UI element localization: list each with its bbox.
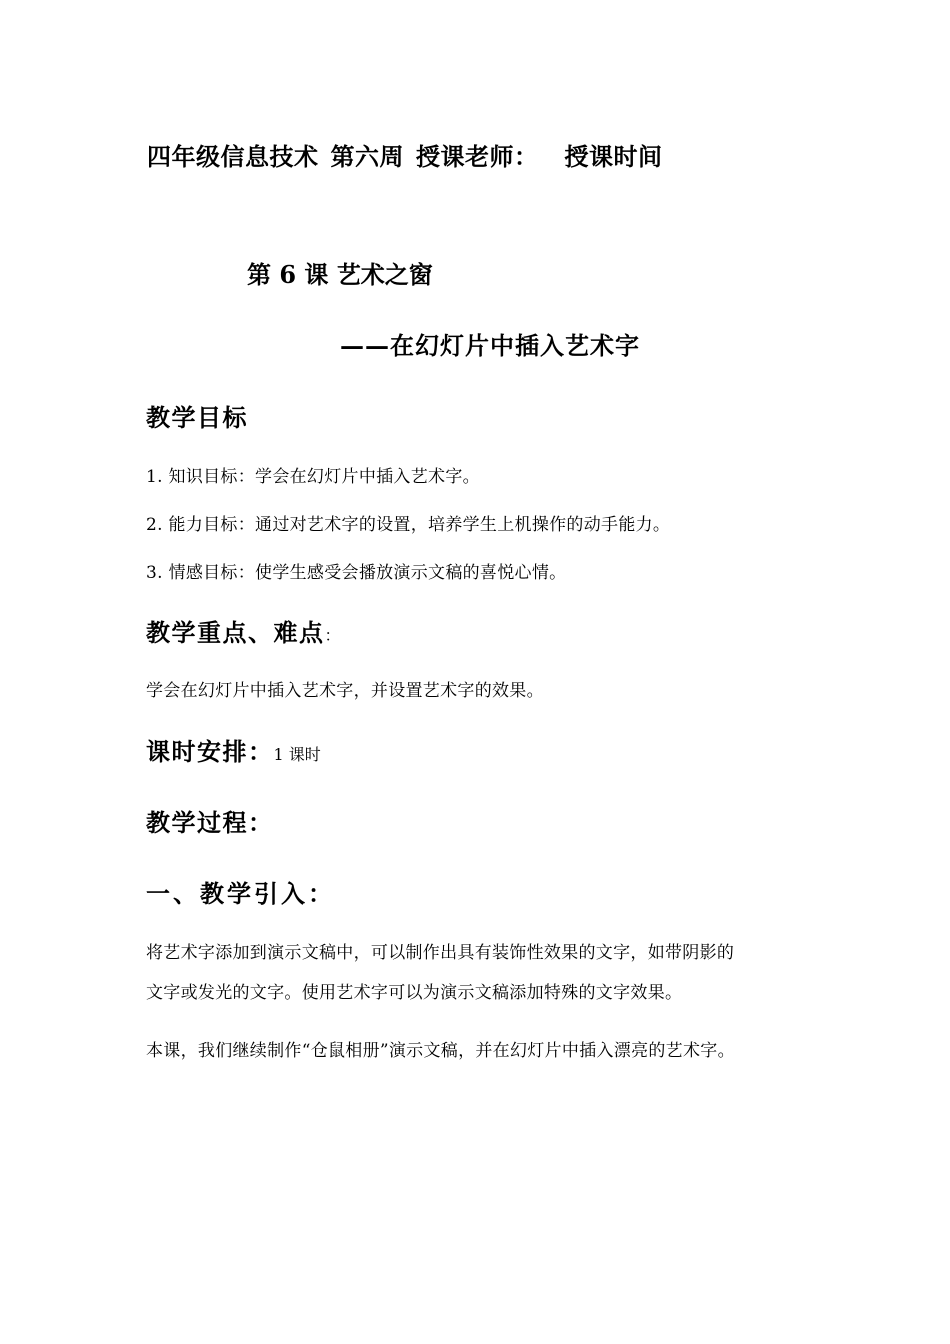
objective-item: 1. 知识目标：学会在幻灯片中插入艺术字。 bbox=[146, 467, 480, 487]
key-points-heading-text: 教学重点、难点 bbox=[146, 618, 325, 647]
key-points-text: 学会在幻灯片中插入艺术字，并设置艺术字的效果。 bbox=[146, 681, 544, 701]
intro-paragraph: 本课，我们继续制作“仓鼠相册”演示文稿，并在幻灯片中插入漂亮的艺术字。 bbox=[146, 1041, 735, 1061]
process-heading: 教学过程： bbox=[146, 808, 274, 837]
schedule-line bbox=[146, 732, 321, 767]
intro-heading: 一、教学引入： bbox=[146, 879, 335, 908]
objectives-heading: 教学目标 bbox=[146, 403, 248, 432]
document-header bbox=[147, 137, 663, 172]
lesson-title: 第 6 课 艺术之窗 bbox=[247, 260, 433, 289]
key-points-heading bbox=[146, 613, 341, 648]
intro-paragraph-line: 将艺术字添加到演示文稿中，可以制作出具有装饰性效果的文字，如带阴影的 bbox=[146, 943, 735, 963]
schedule-value: 1 课时 bbox=[273, 745, 321, 764]
course-name: 四年级信息技术 bbox=[147, 142, 319, 171]
intro-paragraph-line: 文字或发光的文字。使用艺术字可以为演示文稿添加特殊的文字效果。 bbox=[146, 983, 683, 1003]
key-points-colon: ： bbox=[324, 626, 341, 645]
objective-item: 3. 情感目标：使学生感受会播放演示文稿的喜悦心情。 bbox=[146, 563, 567, 583]
lesson-subtitle: ——在幻灯片中插入艺术字 bbox=[340, 331, 640, 360]
objective-item: 2. 能力目标：通过对艺术字的设置，培养学生上机操作的动手能力。 bbox=[146, 515, 671, 535]
week-label: 第六周 bbox=[330, 142, 404, 171]
teacher-label: 授课老师： bbox=[416, 142, 539, 171]
schedule-heading: 课时安排： bbox=[146, 737, 274, 766]
time-label: 授课时间 bbox=[564, 142, 663, 171]
